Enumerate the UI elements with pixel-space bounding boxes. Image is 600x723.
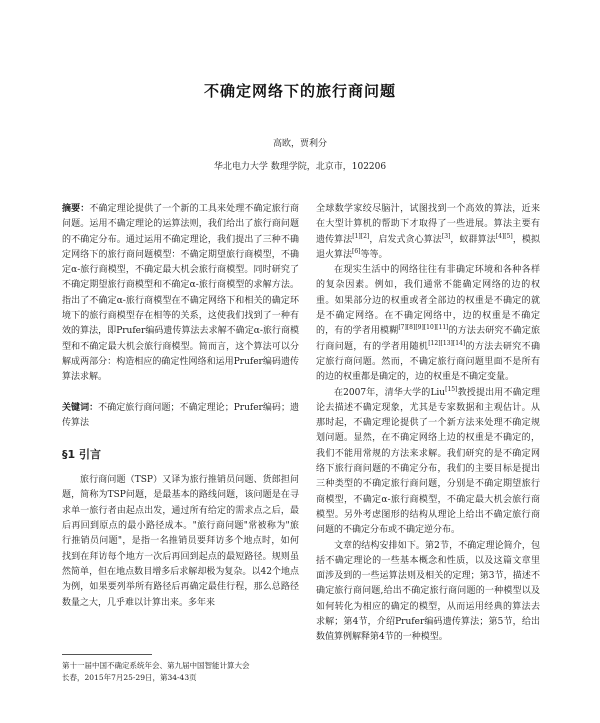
text-segment: ，蚁群算法 xyxy=(450,234,496,245)
paper-affiliation: 华北电力大学 数理学院，北京市，102206 xyxy=(213,162,387,172)
text-segment: ，启发式贪心算法 xyxy=(369,234,442,245)
footnote-line-1: 第十一届中国不确定系统年会、第九届中国智能计算大会 xyxy=(62,661,250,670)
abstract-text: 不确定理论提供了一个新的工具来处理不确定旅行商问题。运用不确定理论的运算法则，我们给出了旅行商问题的不确定分布。通过运用不确定理论，我们提出了三种不确定网络下的旅行商问题模型：不确定期望旅行商模型，不确定α-旅行商模型，不确定最大机会旅行商模型。同时研究了不确定期望旅行商模型和不确定α-旅行商模型的求解方法。指出了不确定α-旅行商模型在不确定网络下和相关的确定环境下的旅行商模型存在相等的关系，这使我们找到了一种有效的算法，即Prufer编码遗传算法去求解不确定α-旅行商模型和不确定最大机会旅行商模型。简而言，这个算法可以分解成两部分：构造相应的确定性网络和运用Prufer编码遗传算法求解。 xyxy=(62,204,299,383)
left-column xyxy=(62,202,299,611)
citation: [15] xyxy=(445,385,458,393)
text-segment: 等等。 xyxy=(360,249,388,260)
text-segment: ，模拟退火算法 xyxy=(316,234,540,260)
citation: [6] xyxy=(352,247,361,255)
section-heading: §1 引言 xyxy=(62,448,101,462)
footnote-line-2: 长春，2015年7月25-29日，第34-43页 xyxy=(62,673,197,682)
text-segment: 在2007年，清华大学的Liu xyxy=(334,387,446,398)
citation: [4][5] xyxy=(495,232,513,240)
intro-continuation xyxy=(316,202,540,263)
uncertainty-paragraph xyxy=(316,386,540,539)
citation: [3] xyxy=(441,232,451,240)
paper-authors: 高欧，贾利分 xyxy=(272,139,327,149)
text-segment: 全球数学家绞尽脑汁，试图找到一个高效的算法，近来在大型计算机的帮助下才取得了一些进展。算法主要有遗传算法 xyxy=(316,204,540,245)
text-segment: 的方法去研究不确定旅行商问题，有的学者用随机 xyxy=(316,326,540,352)
abstract-label: 摘要： xyxy=(62,204,90,214)
citation: [1][2] xyxy=(352,232,370,240)
keywords-text: 不确定旅行商问题；不确定理论；Prufer编码；遗传算法 xyxy=(62,402,299,428)
structure-paragraph: 文章的结构安排如下。第2节，不确定理论简介，包括不确定理论的一些基本概念和性质，以及这篇文章里面涉及到的一些运算法则及相关的定理；第3节，描述不确定旅行商问题,给出不确定旅行商问题的一种模型以及如何转化为相应的确定的模型，从而运用经典的算法去求解；第4节，介绍Prufer编码遗传算法；第5节，给出数值算例解释第4节的一种模型。 xyxy=(316,540,540,643)
citation: [7][8][9][10][11] xyxy=(398,324,449,332)
footnote xyxy=(62,660,302,684)
keywords-label: 关键词： xyxy=(62,402,99,413)
footnote-rule xyxy=(62,654,152,655)
text-segment: 的方法去研究不确定旅行商问题。然而，不确定旅行商问题里面不是所有的边的权重都是确定的，边的权重是不确定变量。 xyxy=(316,341,540,383)
right-column xyxy=(316,202,540,646)
text-segment: 在现实生活中的网络往往有非确定环境和各种各样的复杂因素。例如，我们通常不能确定网络的边的权重。如果部分边的权重或者全部边的权重是不确定的就是不确定网络。在不确定网络中，边的权重是不确定的，有的学者用模糊 xyxy=(316,265,540,337)
paper-title: 不确定网络下的旅行商问题 xyxy=(203,82,396,100)
citation: [12][13][14] xyxy=(428,339,466,347)
text-segment: 教授提出用不确定理论去描述不确定现象，尤其是专家数据和主观估计。从那时起，不确定理论提供了一个新方法来处理不确定规划问题。显然，在不确定网络上边的权重是不确定的，我们不能用常规的方法来求解。我们研究的是不确定网络下旅行商问题的不确定分布，我们的主要目标是提出三种类型的不确定旅行商问题，分别是不确定期望旅行商模型，不确定α-旅行商模型，不确定最大机会旅行商模型。另外考虑图形的结构从理论上给出不确定旅行商问题的不确定分布或不确定逆分布。 xyxy=(316,387,540,536)
intro-paragraph: 旅行商问题（TSP）又译为旅行推销员问题、货郎担问题，简称为TSP问题，是最基本的路线问题，该问题是在寻求单一旅行者由起点出发，通过所有给定的需求点之后，最后再回到原点的最小路径成本。"旅行商问题"常被称为"旅行推销员问题"，是指一名推销员要拜访多个地点时，如何找到在拜访每个地方一次后再回到起点的最短路径。规则虽然简单，但在地点数目增多后求解却极为复杂。以42个地点为例，如果要列举所有路径后再确定最佳行程，那么总路径数量之大，几乎难以计算出来。多年来 xyxy=(62,475,299,608)
abstract xyxy=(62,202,299,386)
network-paragraph xyxy=(316,263,540,385)
keywords xyxy=(62,401,299,432)
